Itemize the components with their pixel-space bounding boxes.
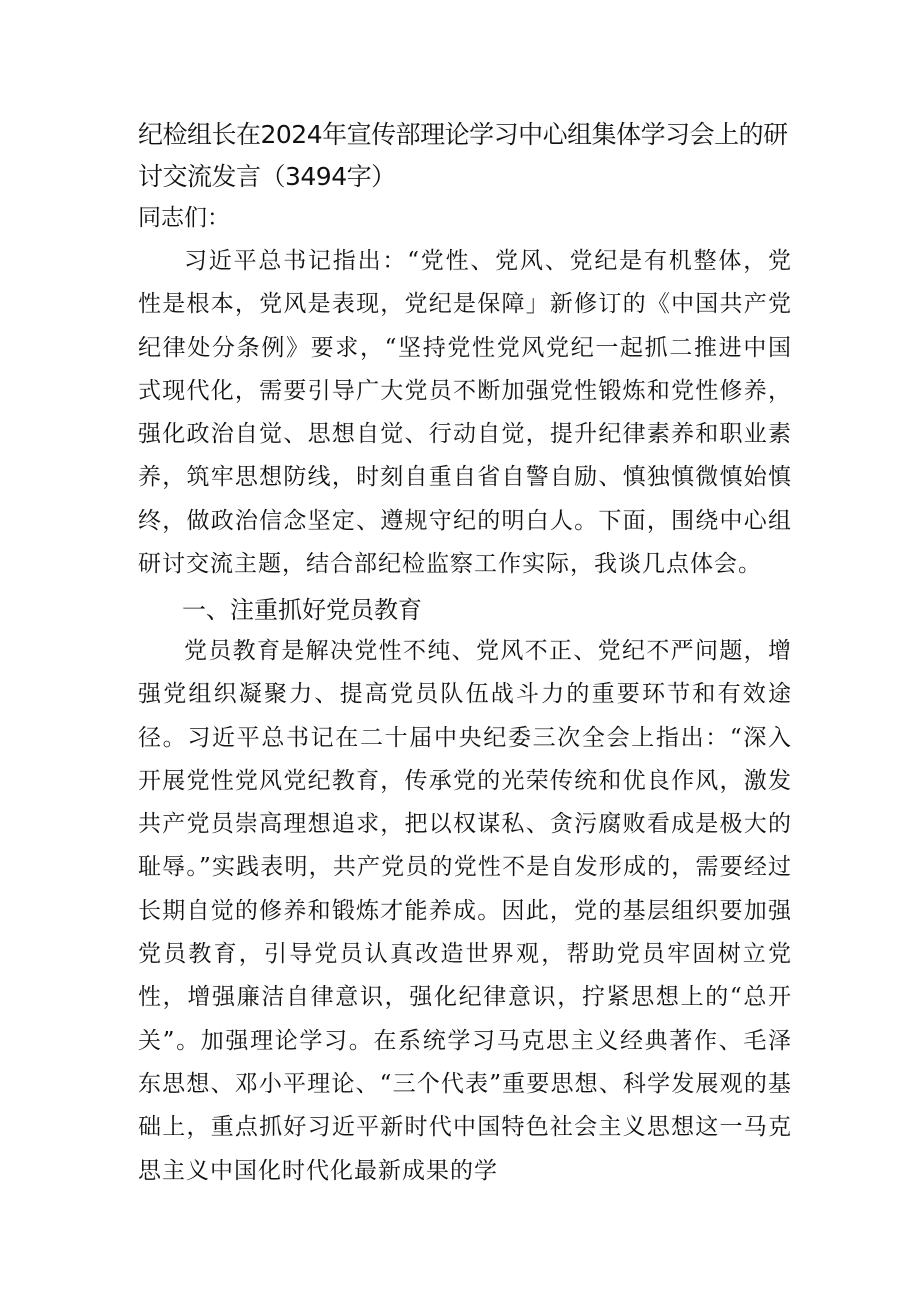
document-title: 纪检组长在2024年宣传部理论学习中心组集体学习会上的研讨交流发言（3494字） [138, 120, 788, 191]
section-paragraph: 党员教育是解决党性不纯、党风不正、党纪不严问题，增强党组织凝聚力、提高党员队伍战斗力的重要环节和有效途径。习近平总书记在二十届中央纪委三次全会上指出：“深入开展党性党风党纪教育，传承党的光荣传统和优良作风，激发共产党员崇高理想追求，把以权谋私、贪污腐败看成是极大的耻辱。”实践表明，共产党员的党性不是自发形成的，需要经过长期自觉的修养和锻炼才能养成。因此，党的基层组织要加强党员教育，引导党员认真改造世界观，帮助党员牢固树立党性，增强廉洁自律意识，强化纪律意识，拧紧思想上的“总开关”。加强理论学习。在系统学习马克思主义经典著作、毛泽东思想、邓小平理论、“三个代表”重要思想、科学发展观的基础上，重点抓好习近平新时代中国特色社会主义思想这一马克思主义中国化时代化最新成果的学 [138, 638, 792, 1184]
salutation: 同志们： [138, 205, 230, 231]
section-heading: 一、注重抓好党员教育 [182, 596, 422, 624]
intro-paragraph: 习近平总书记指出：“党性、党风、党纪是有机整体，党性是根本，党风是表现，党纪是保障」新修订的《中国共产党纪律处分条例》要求，“坚持党性党风党纪一起抓二推进中国式现代化，需要引导广大党员不断加强党性锻炼和党性修养，强化政治自觉、思想自觉、行动自觉，提升纪律素养和职业素养，筑牢思想防线，时刻自重自省自警自励、慎独慎微慎始慎终，做政治信念坚定、遵规守纪的明白人。下面，围绕中心组研讨交流主题，结合部纪检监察工作实际，我谈几点体会。 [138, 248, 792, 578]
